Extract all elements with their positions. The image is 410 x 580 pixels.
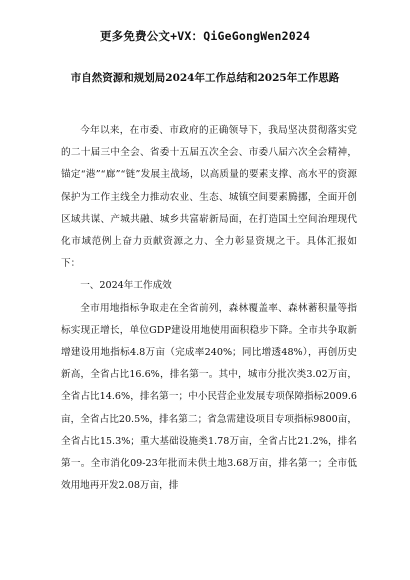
section-paragraph: 全市用地指标争取走在全省前列，森林覆盖率、森林蓄积量等指标实现正增长，单位GDP建设用地使用面积稳步下降。全市共争取新增建设用地指标4.8万亩（完成率240%；同比增透48%），再创历史新高，全省占比16.6%，排名第一。其中，城市分批次类3.02万亩，全省占比14.6%，排名第一；中小民营企业发展专项保障指标2009.6亩，全省占比20.5%，排名第二；省急需建设项目专项指标9800亩，全省占比15.3%；重大基础设施类1.78万亩，全省占比21.2%，排名第一。全市消化09-23年批而未供土地3.68万亩，排名第一；全市低效用地再开发2.08万亩，排 (61, 302, 357, 492)
section-heading: 一、2024年工作成效 (80, 280, 172, 292)
intro-paragraph: 今年以来，在市委、市政府的正确领导下，我局坚决贯彻落实党的二十届三中全会、省委十五届五次全会、市委八届六次全会精神，锚定“港”“廊”“链”发展主战场，以高质量的要素支撑、高水平的资源保护为工作主线全力推动农业、生态、城镇空间要素腾挪，全面开创区域共谋、产城共融、城乡共富崭新局面，在打造国土空间治理现代化市域范例上奋力贡献资源之力、全力彰显资规之干。具体汇报如下： (61, 125, 357, 270)
document-title: 市自然资源和规划局2024年工作总结和2025年工作思路 (70, 72, 340, 84)
watermark-header: 更多免费公文+VX：QiGeGongWen2024 (99, 29, 311, 43)
document-body (61, 120, 357, 497)
